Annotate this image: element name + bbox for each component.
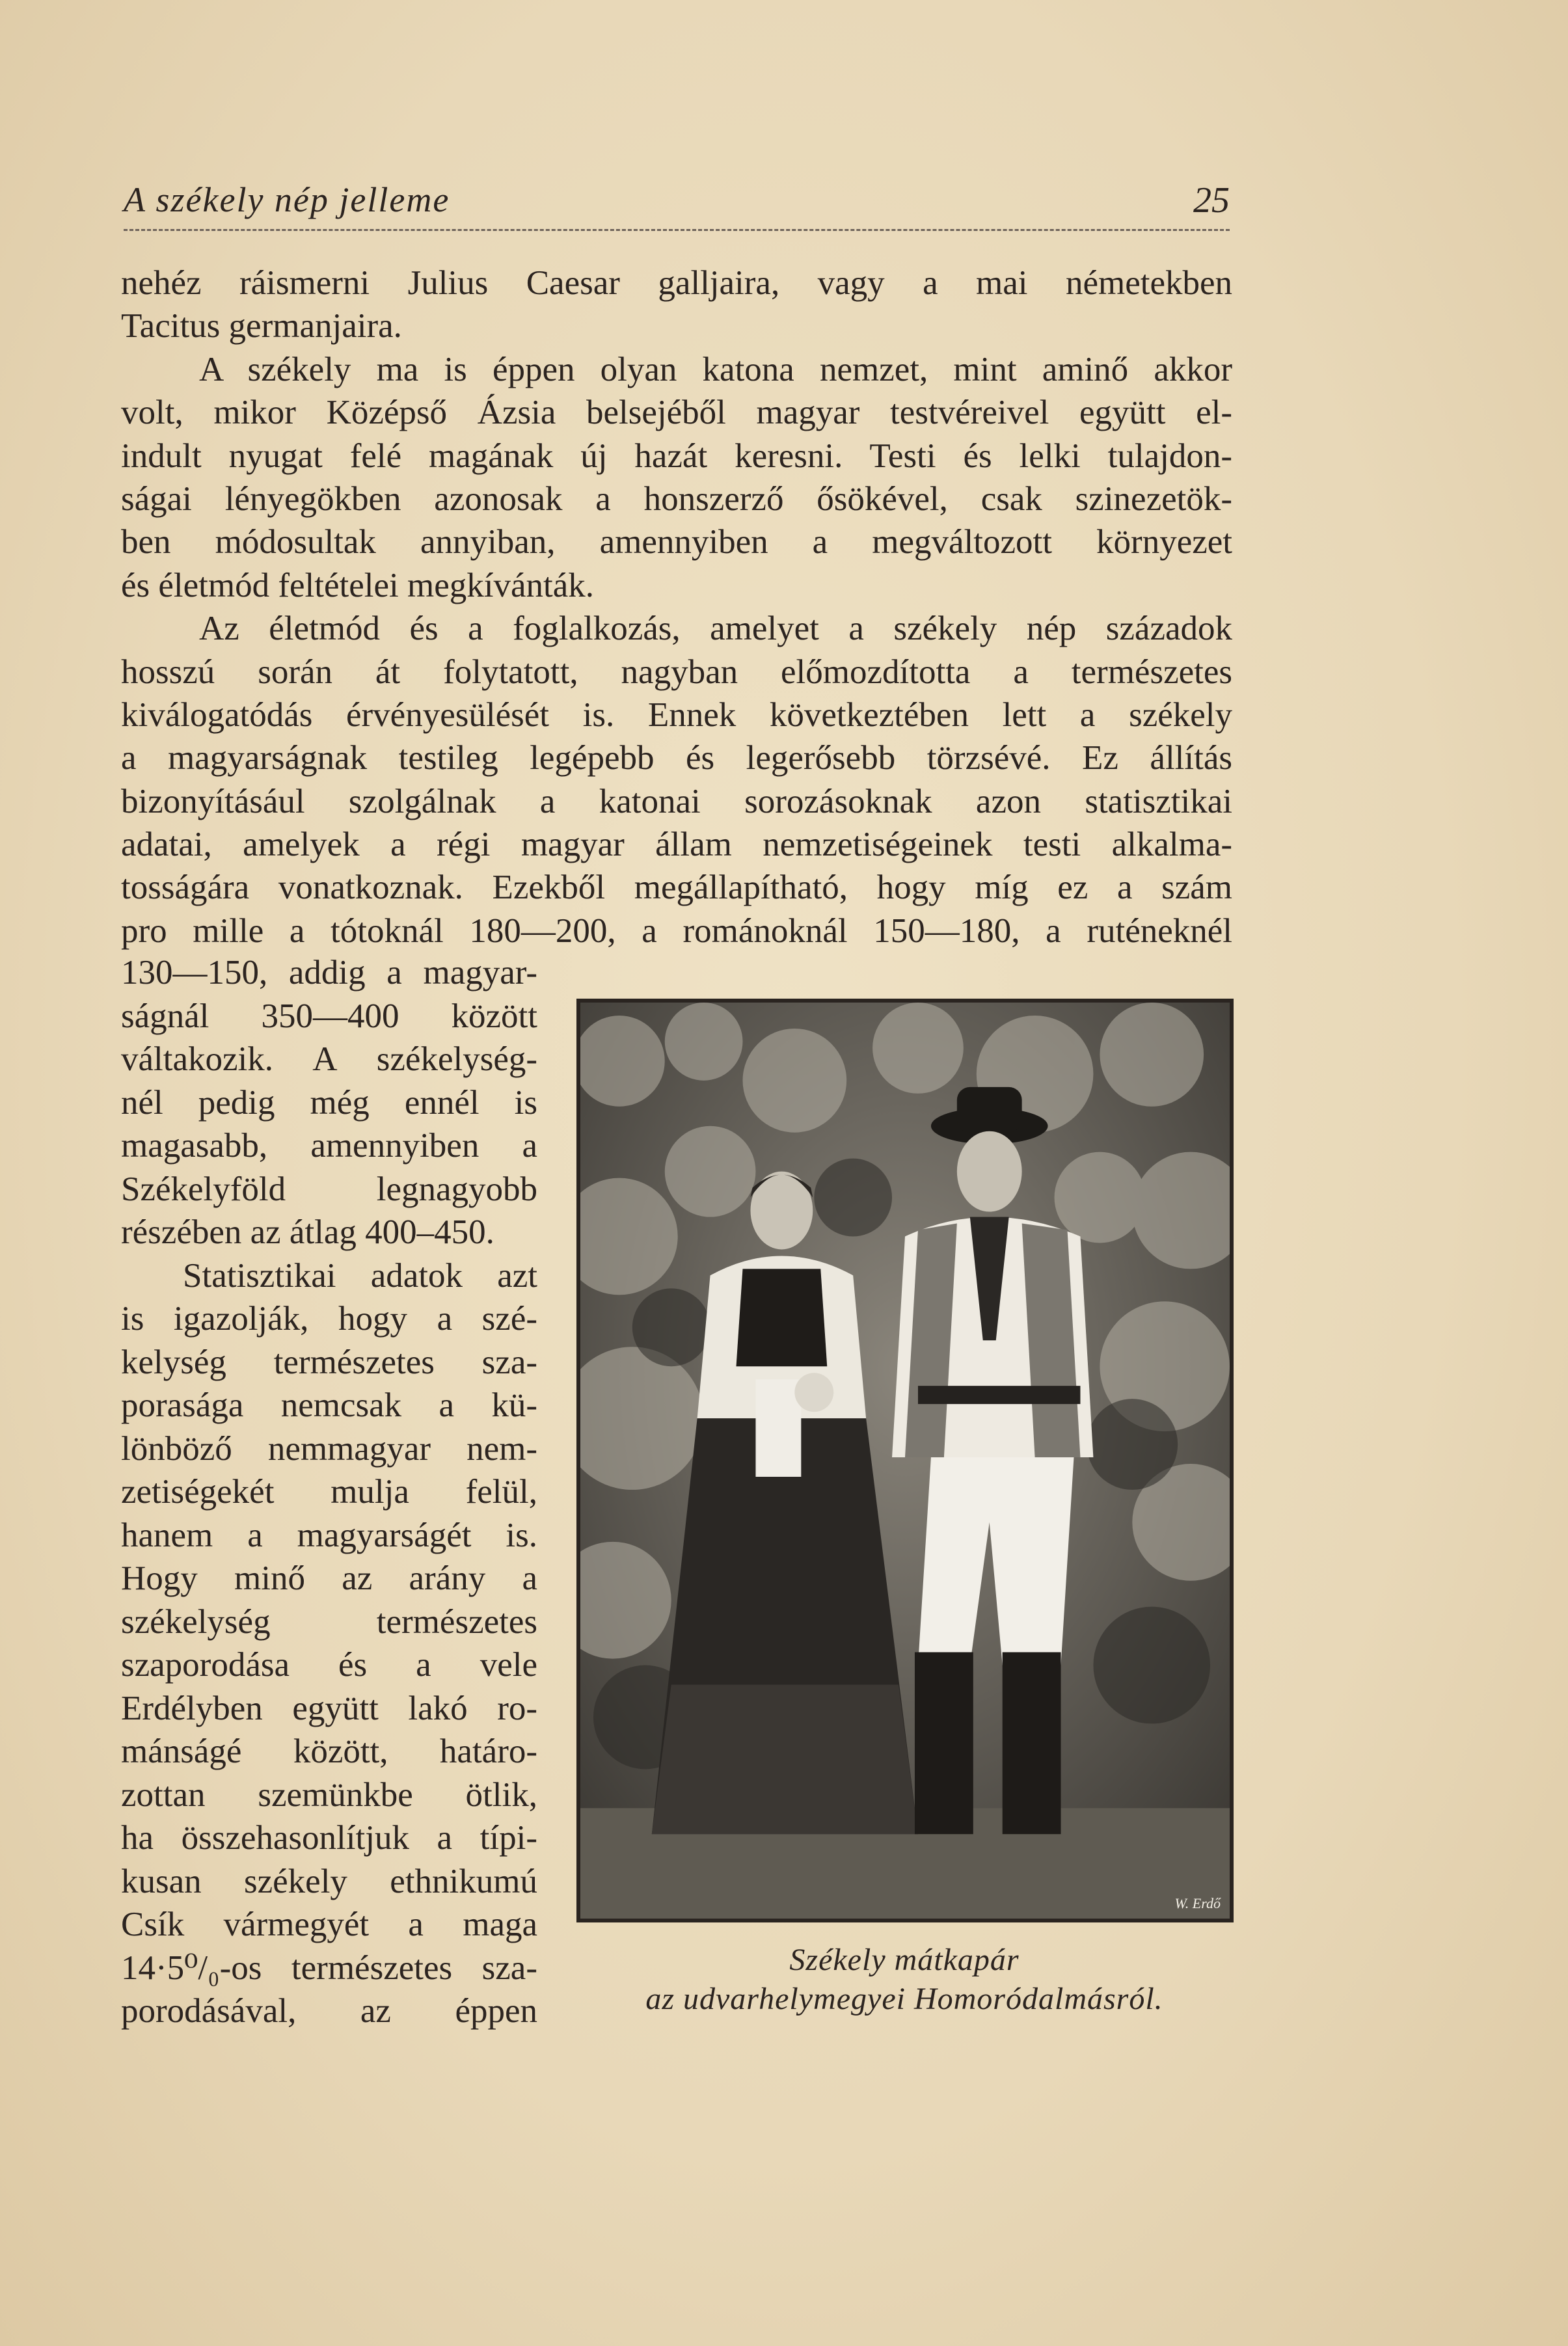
text-line: volt, mikor Középső Ázsia belsejéből magyar testvéreivel együtt el- <box>121 394 1232 432</box>
text-line: kiválogatódás érvényesülését is. Ennek következtében lett a székely <box>121 695 1232 734</box>
photo-couple <box>576 999 1234 1922</box>
text-line: lönböző nemmagyar nem- <box>121 1429 537 1468</box>
text-line: ságai lényegökben azonosak a honszerző ősökével, csak szinezetök- <box>121 479 1232 518</box>
text-line: ben módosultak annyiban, amennyiben a megváltozott környezet <box>121 523 1232 561</box>
text-line: porodásával, az éppen <box>121 1992 537 2030</box>
text-line: 14·5⁰/₀-os természetes sza- <box>121 1948 537 1987</box>
text-line: zottan szemünkbe ötlik, <box>121 1775 537 1814</box>
text-line: is igazolják, hogy a szé- <box>121 1300 537 1338</box>
text-line: szaporodása és a vele <box>121 1646 537 1684</box>
text-line: Csík vármegyét a maga <box>121 1906 537 1943</box>
photo-illustration <box>580 1003 1230 1919</box>
figure-caption-line2: az udvarhelymegyei Homoródalmásról. <box>645 1982 1163 2016</box>
running-head: A székely nép jelleme <box>124 180 450 219</box>
text-line: székelység természetes <box>121 1602 537 1641</box>
text-line: Az életmód és a foglalkozás, amelyet a székely nép századok <box>199 610 1232 648</box>
text-line: porasága nemcsak a kü- <box>121 1386 537 1424</box>
text-line: ságnál 350—400 között <box>121 997 537 1035</box>
text-line: mánságé között, határo- <box>121 1733 537 1770</box>
text-line: váltakozik. A székelység- <box>121 1040 537 1078</box>
text-line: 130—150, addig a magyar- <box>121 954 537 991</box>
text-line: hosszú során át folytatott, nagyban előmozdította a természetes <box>121 653 1232 691</box>
text-line: hanem a magyarságét is. <box>121 1516 537 1554</box>
text-line: kusan székely ethnikumú <box>121 1862 537 1900</box>
text-line: ha összehasonlítjuk a típi- <box>121 1819 537 1857</box>
text-line: kelység természetes sza- <box>121 1343 537 1381</box>
page-header <box>124 177 1230 231</box>
text-line: A székely ma is éppen olyan katona nemzet, mint aminő akkor <box>199 350 1232 388</box>
text-line: adatai, amelyek a régi magyar állam nemzetiségeinek testi alkalma- <box>121 826 1232 864</box>
text-line: Székelyföld legnagyobb <box>121 1170 537 1208</box>
text-line: részében az átlag 400–450. <box>121 1213 494 1251</box>
text-line: tosságára vonatkoznak. Ezekből megállapítható, hogy míg ez a szám <box>121 869 1232 907</box>
text-line: és életmód feltételei megkívánták. <box>121 566 594 604</box>
text-line: Erdélyben együtt lakó ro- <box>121 1689 537 1727</box>
text-line: nehéz ráismerni Julius Caesar galljaira, vagy a mai németekben <box>121 264 1232 302</box>
text-line: pro mille a tótoknál 180—200, a románoknál 150—180, a ruténeknél <box>121 911 1232 950</box>
text-line: magasabb, amennyiben a <box>121 1127 537 1165</box>
text-line: Tacitus germanjaira. <box>121 307 402 345</box>
text-line: nél pedig még ennél is <box>121 1083 537 1122</box>
page-number: 25 <box>1193 180 1230 221</box>
text-line: Statisztikai adatok azt <box>183 1256 537 1295</box>
text-line: Hogy minő az arány a <box>121 1559 537 1597</box>
text-line: zetiségekét mulja felül, <box>121 1473 537 1511</box>
photo-signature: W. Erdő <box>1174 1895 1221 1911</box>
text-line: a magyarságnak testileg legépebb és legerősebb törzsévé. Ez állítás <box>121 739 1232 777</box>
body-text <box>121 262 1232 952</box>
text-line: indult nyugat felé magának új hazát keresni. Testi és lelki tulajdon- <box>121 437 1232 475</box>
figure-caption-line1: Székely mátkapár <box>789 1943 1020 1977</box>
text-line: bizonyításául szolgálnak a katonai sorozásoknak azon statisztikai <box>121 782 1232 820</box>
narrow-column-text <box>121 951 537 2033</box>
